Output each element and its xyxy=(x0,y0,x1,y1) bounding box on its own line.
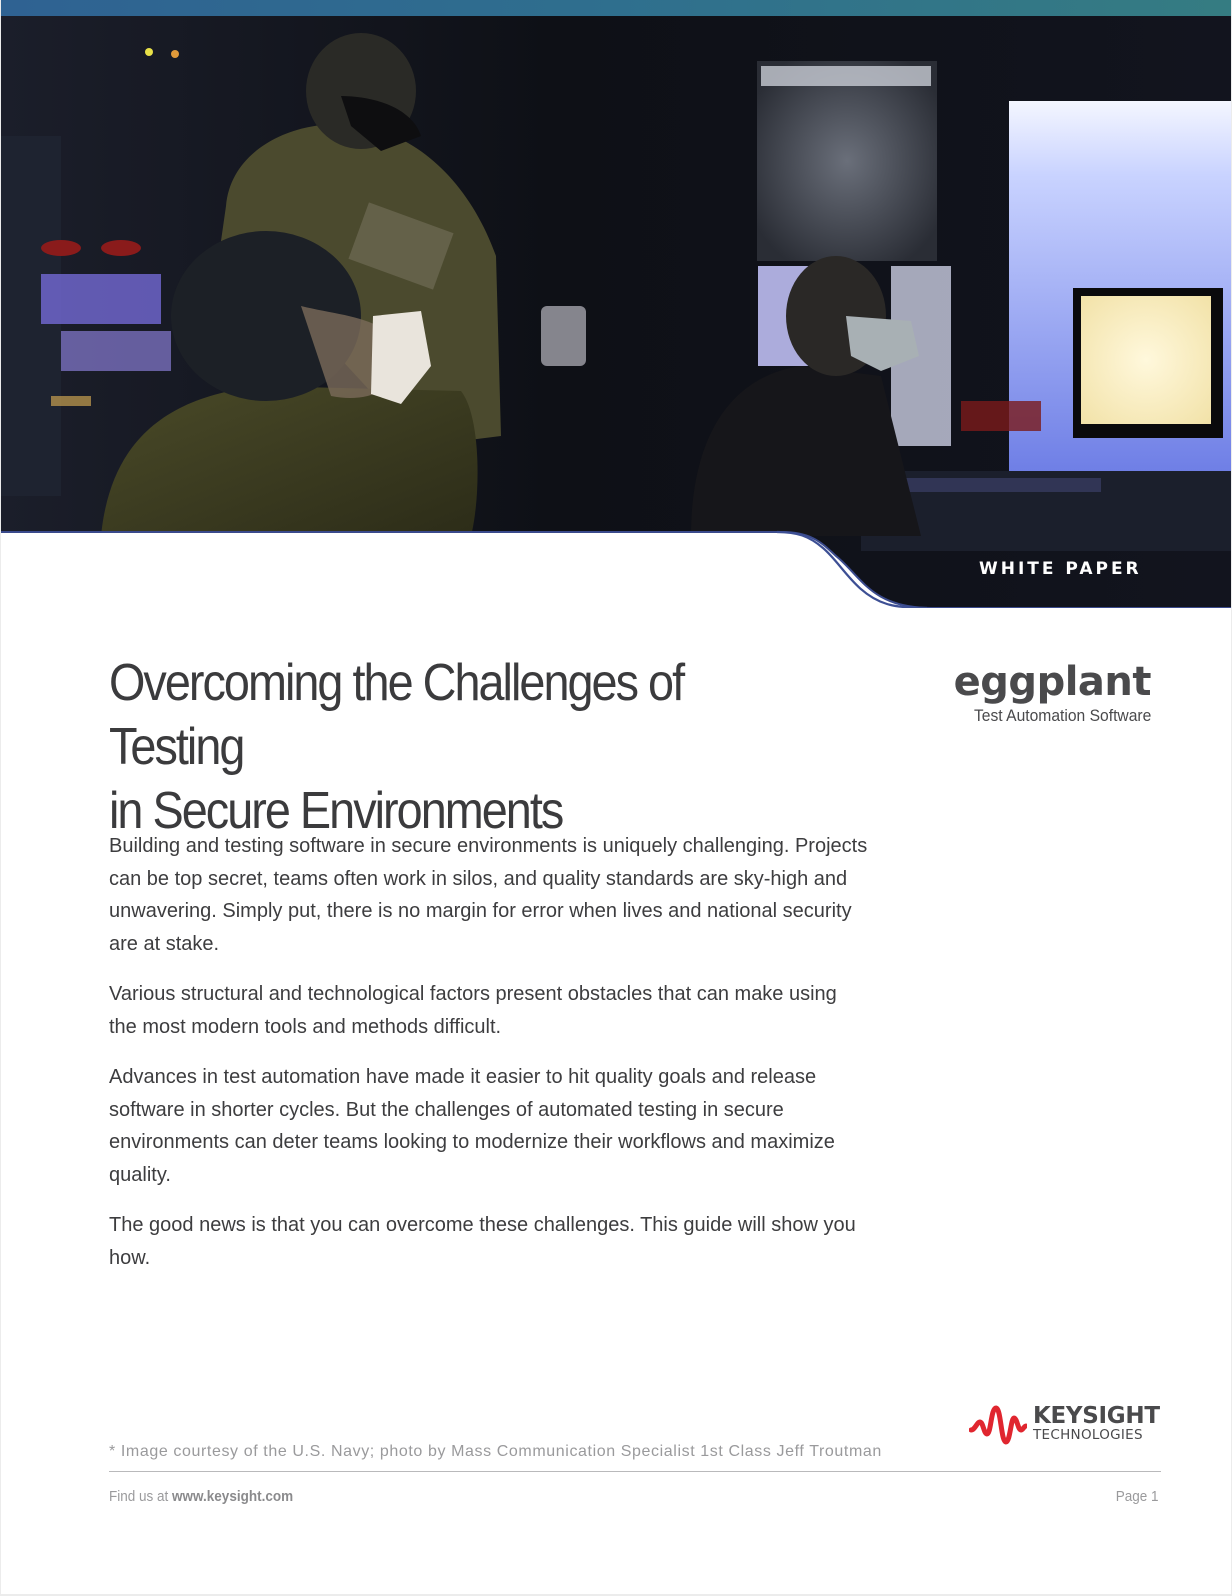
white-paper-label: WHITE PAPER xyxy=(979,559,1142,579)
keysight-wave-icon xyxy=(969,1400,1027,1446)
paragraph-3: Advances in test automation have made it easier to hit quality goals and release software in shorter cycles. But the challenges of automated testing in secure environments can deter teams looking to modernize their workflows and maximize quality. xyxy=(109,1066,835,1186)
intro-text xyxy=(109,830,869,1292)
top-color-band xyxy=(1,0,1231,16)
keysight-sub: TECHNOLOGIES xyxy=(1033,1427,1143,1443)
footer-divider xyxy=(109,1471,1161,1472)
eggplant-logo xyxy=(954,660,1151,726)
brand-tagline: Test Automation Software xyxy=(973,706,1151,725)
website-link[interactable]: www.keysight.com xyxy=(172,1488,294,1505)
title-line-2: in Secure Environments xyxy=(109,782,563,840)
hero-photo xyxy=(1,16,1231,608)
footer-contact xyxy=(109,1488,293,1505)
title-line-1: Overcoming the Challenges of Testing xyxy=(109,654,684,776)
find-us-prefix: Find us at xyxy=(109,1488,169,1505)
paragraph-1: Building and testing software in secure environments is uniquely challenging. Projects can be top secret, teams often work in silos, and quality standards are sky-high and unwavering. Simply put, there is no margin for error when lives and national security are at stake. xyxy=(109,835,868,955)
page-title xyxy=(109,651,793,843)
keysight-logo xyxy=(969,1400,1160,1446)
image-credit: * Image courtesy of the U.S. Navy; photo by Mass Communication Specialist 1st Class Jeff Troutman xyxy=(109,1443,882,1460)
paragraph-2: Various structural and technological factors present obstacles that can make using the most modern tools and methods difficult. xyxy=(109,983,837,1038)
brand-name: eggplant xyxy=(953,659,1151,705)
keysight-name: KEYSIGHT xyxy=(1033,1403,1160,1429)
document-page xyxy=(1,0,1231,1594)
paragraph-4: The good news is that you can overcome these challenges. This guide will show you how. xyxy=(109,1214,856,1269)
page-number: Page 1 xyxy=(1116,1488,1159,1505)
